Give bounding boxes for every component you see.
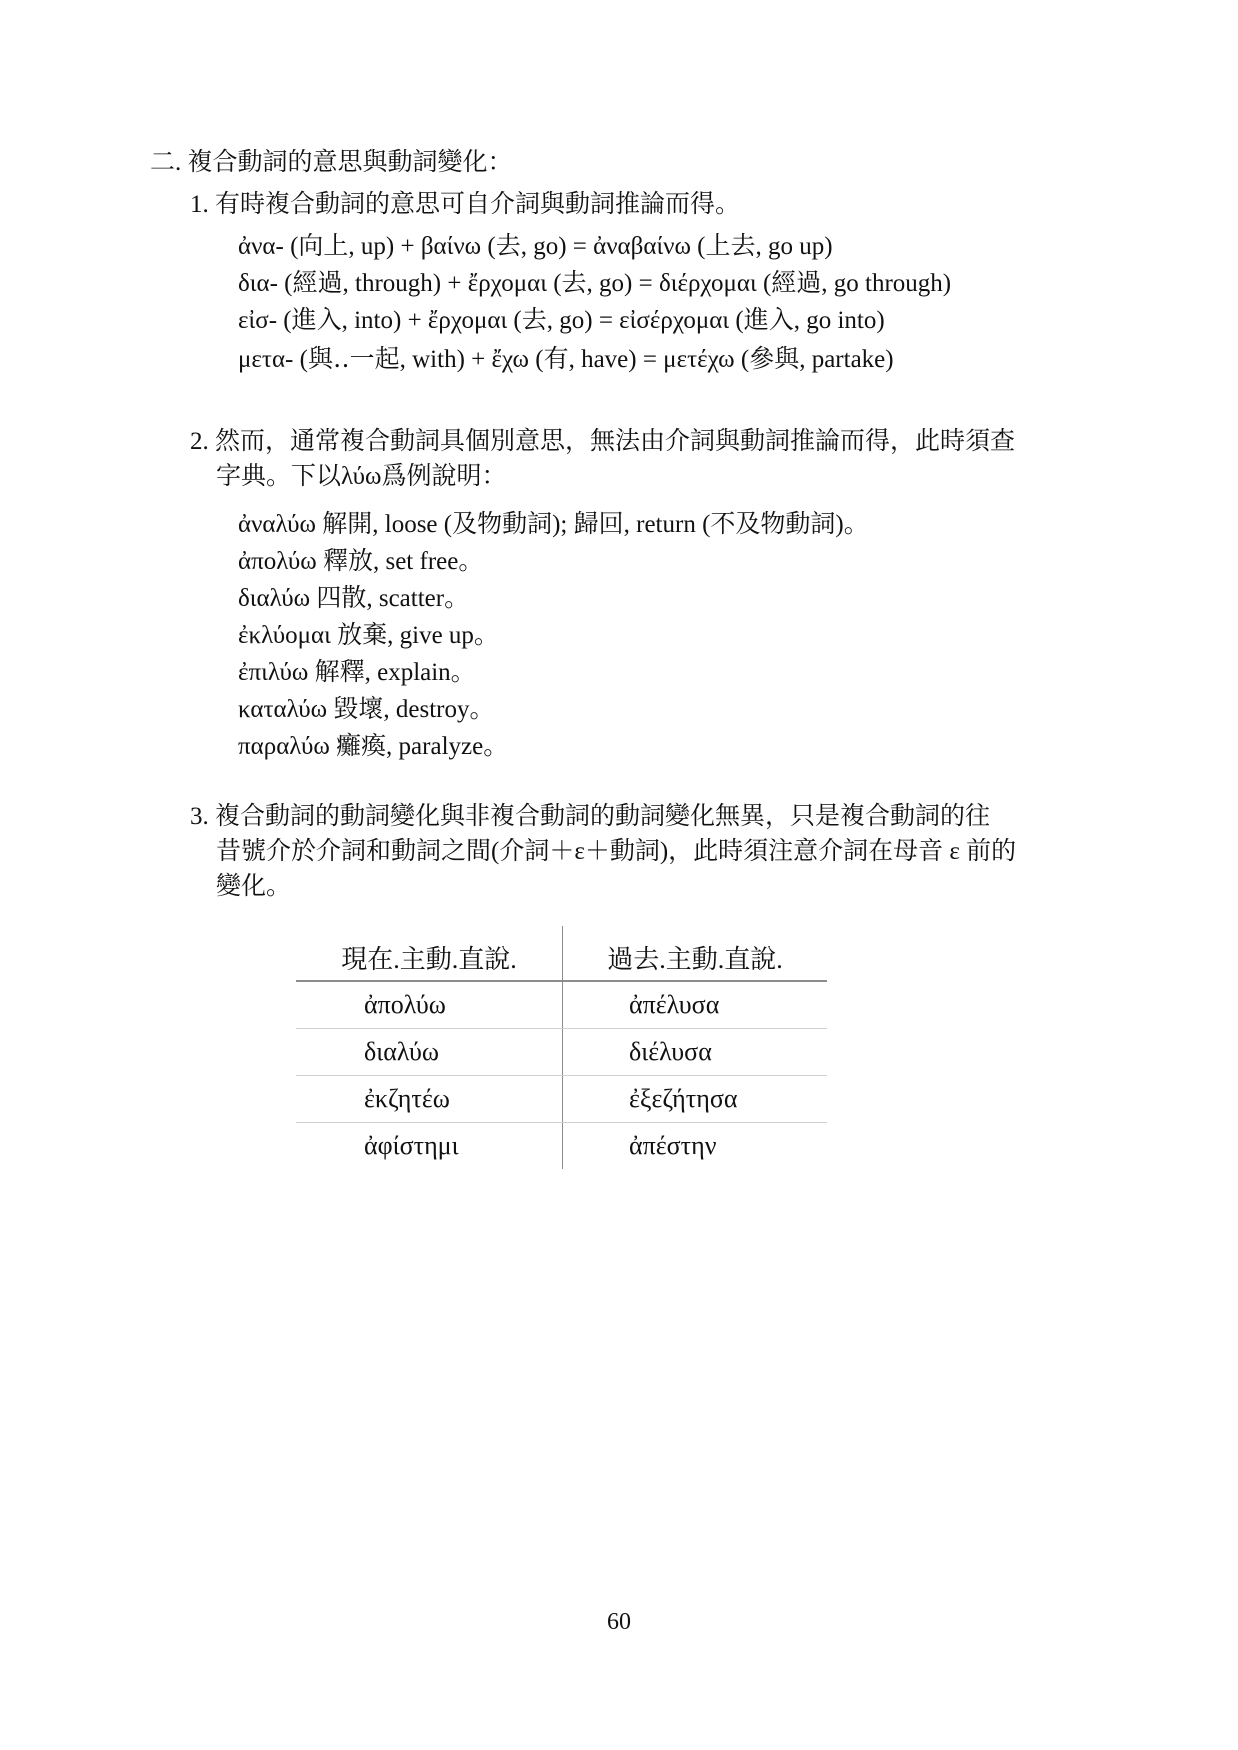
table-row: [296, 1028, 827, 1075]
item-2-example: διαλύω 四散, scatter。: [238, 585, 470, 612]
column-header-present: 現在.主動.直說.: [296, 926, 563, 981]
present-form-cell: ἀφίστημι: [296, 1122, 563, 1169]
present-form-cell: διαλύω: [296, 1028, 563, 1075]
table-row: [296, 981, 827, 1028]
item-2-example: ἐπιλύω 解釋, explain。: [238, 659, 476, 686]
present-form-cell: ἀπολύω: [296, 981, 563, 1028]
item-3-line-3: 變化。: [216, 873, 292, 900]
past-form-cell: ἐξεζήτησα: [563, 1075, 828, 1122]
page-number: 60: [607, 1609, 631, 1635]
item-2-line-1: 2. 然而，通常複合動詞具個別意思，無法由介詞與動詞推論而得，此時須查: [190, 428, 1016, 455]
present-form-cell: ἐκζητέω: [296, 1075, 563, 1122]
item-3-line-1: 3. 複合動詞的動詞變化與非複合動詞的動詞變化無異，只是複合動詞的往: [190, 803, 991, 830]
item-1-example: δια- (經過, through) + ἔρχομαι (去, go) = διέρχομαι (經過, go through): [238, 270, 952, 297]
table-header-row: [296, 926, 827, 981]
item-2-example: καταλύω 毀壞, destroy。: [238, 696, 495, 723]
past-form-cell: διέλυσα: [563, 1028, 828, 1075]
item-1-example: ἀνα- (向上, up) + βαίνω (去, go) = ἀναβαίνω (上去, go up): [238, 233, 833, 260]
column-header-past: 過去.主動.直說.: [563, 926, 828, 981]
table-row: [296, 1122, 827, 1169]
item-1-example: μετα- (與‥一起, with) + ἔχω (有, have) = μετέχω (參與, partake): [238, 346, 894, 373]
past-form-cell: ἀπέστην: [629, 1130, 717, 1160]
item-2-example: ἐκλύομαι 放棄, give up。: [238, 622, 499, 649]
item-2-line-2: 字典。下以λύω爲例說明：: [216, 463, 507, 490]
item-2-example: ἀπολύω 釋放, set free。: [238, 548, 484, 575]
table-row: [296, 1075, 827, 1122]
item-3-line-2: 昔號介於介詞和動詞之間(介詞＋ε＋動詞)，此時須注意介詞在母音 ε 前的: [216, 838, 1017, 865]
section-heading: 二. 複合動詞的意思與動詞變化：: [150, 149, 513, 176]
item-2-example: παραλύω 癱瘓, paralyze。: [238, 733, 509, 760]
item-1-example: εἰσ- (進入, into) + ἔρχομαι (去, go) = εἰσέρχομαι (進入, go into): [238, 307, 885, 334]
conjugation-table: [296, 926, 827, 1169]
item-2-example: ἀναλύω 解開, loose (及物動詞); 歸回, return (不及物動詞)。: [238, 511, 869, 538]
past-form-cell: ἀπέλυσα: [563, 981, 828, 1028]
item-1-text: 1. 有時複合動詞的意思可自介詞與動詞推論而得。: [190, 191, 741, 218]
